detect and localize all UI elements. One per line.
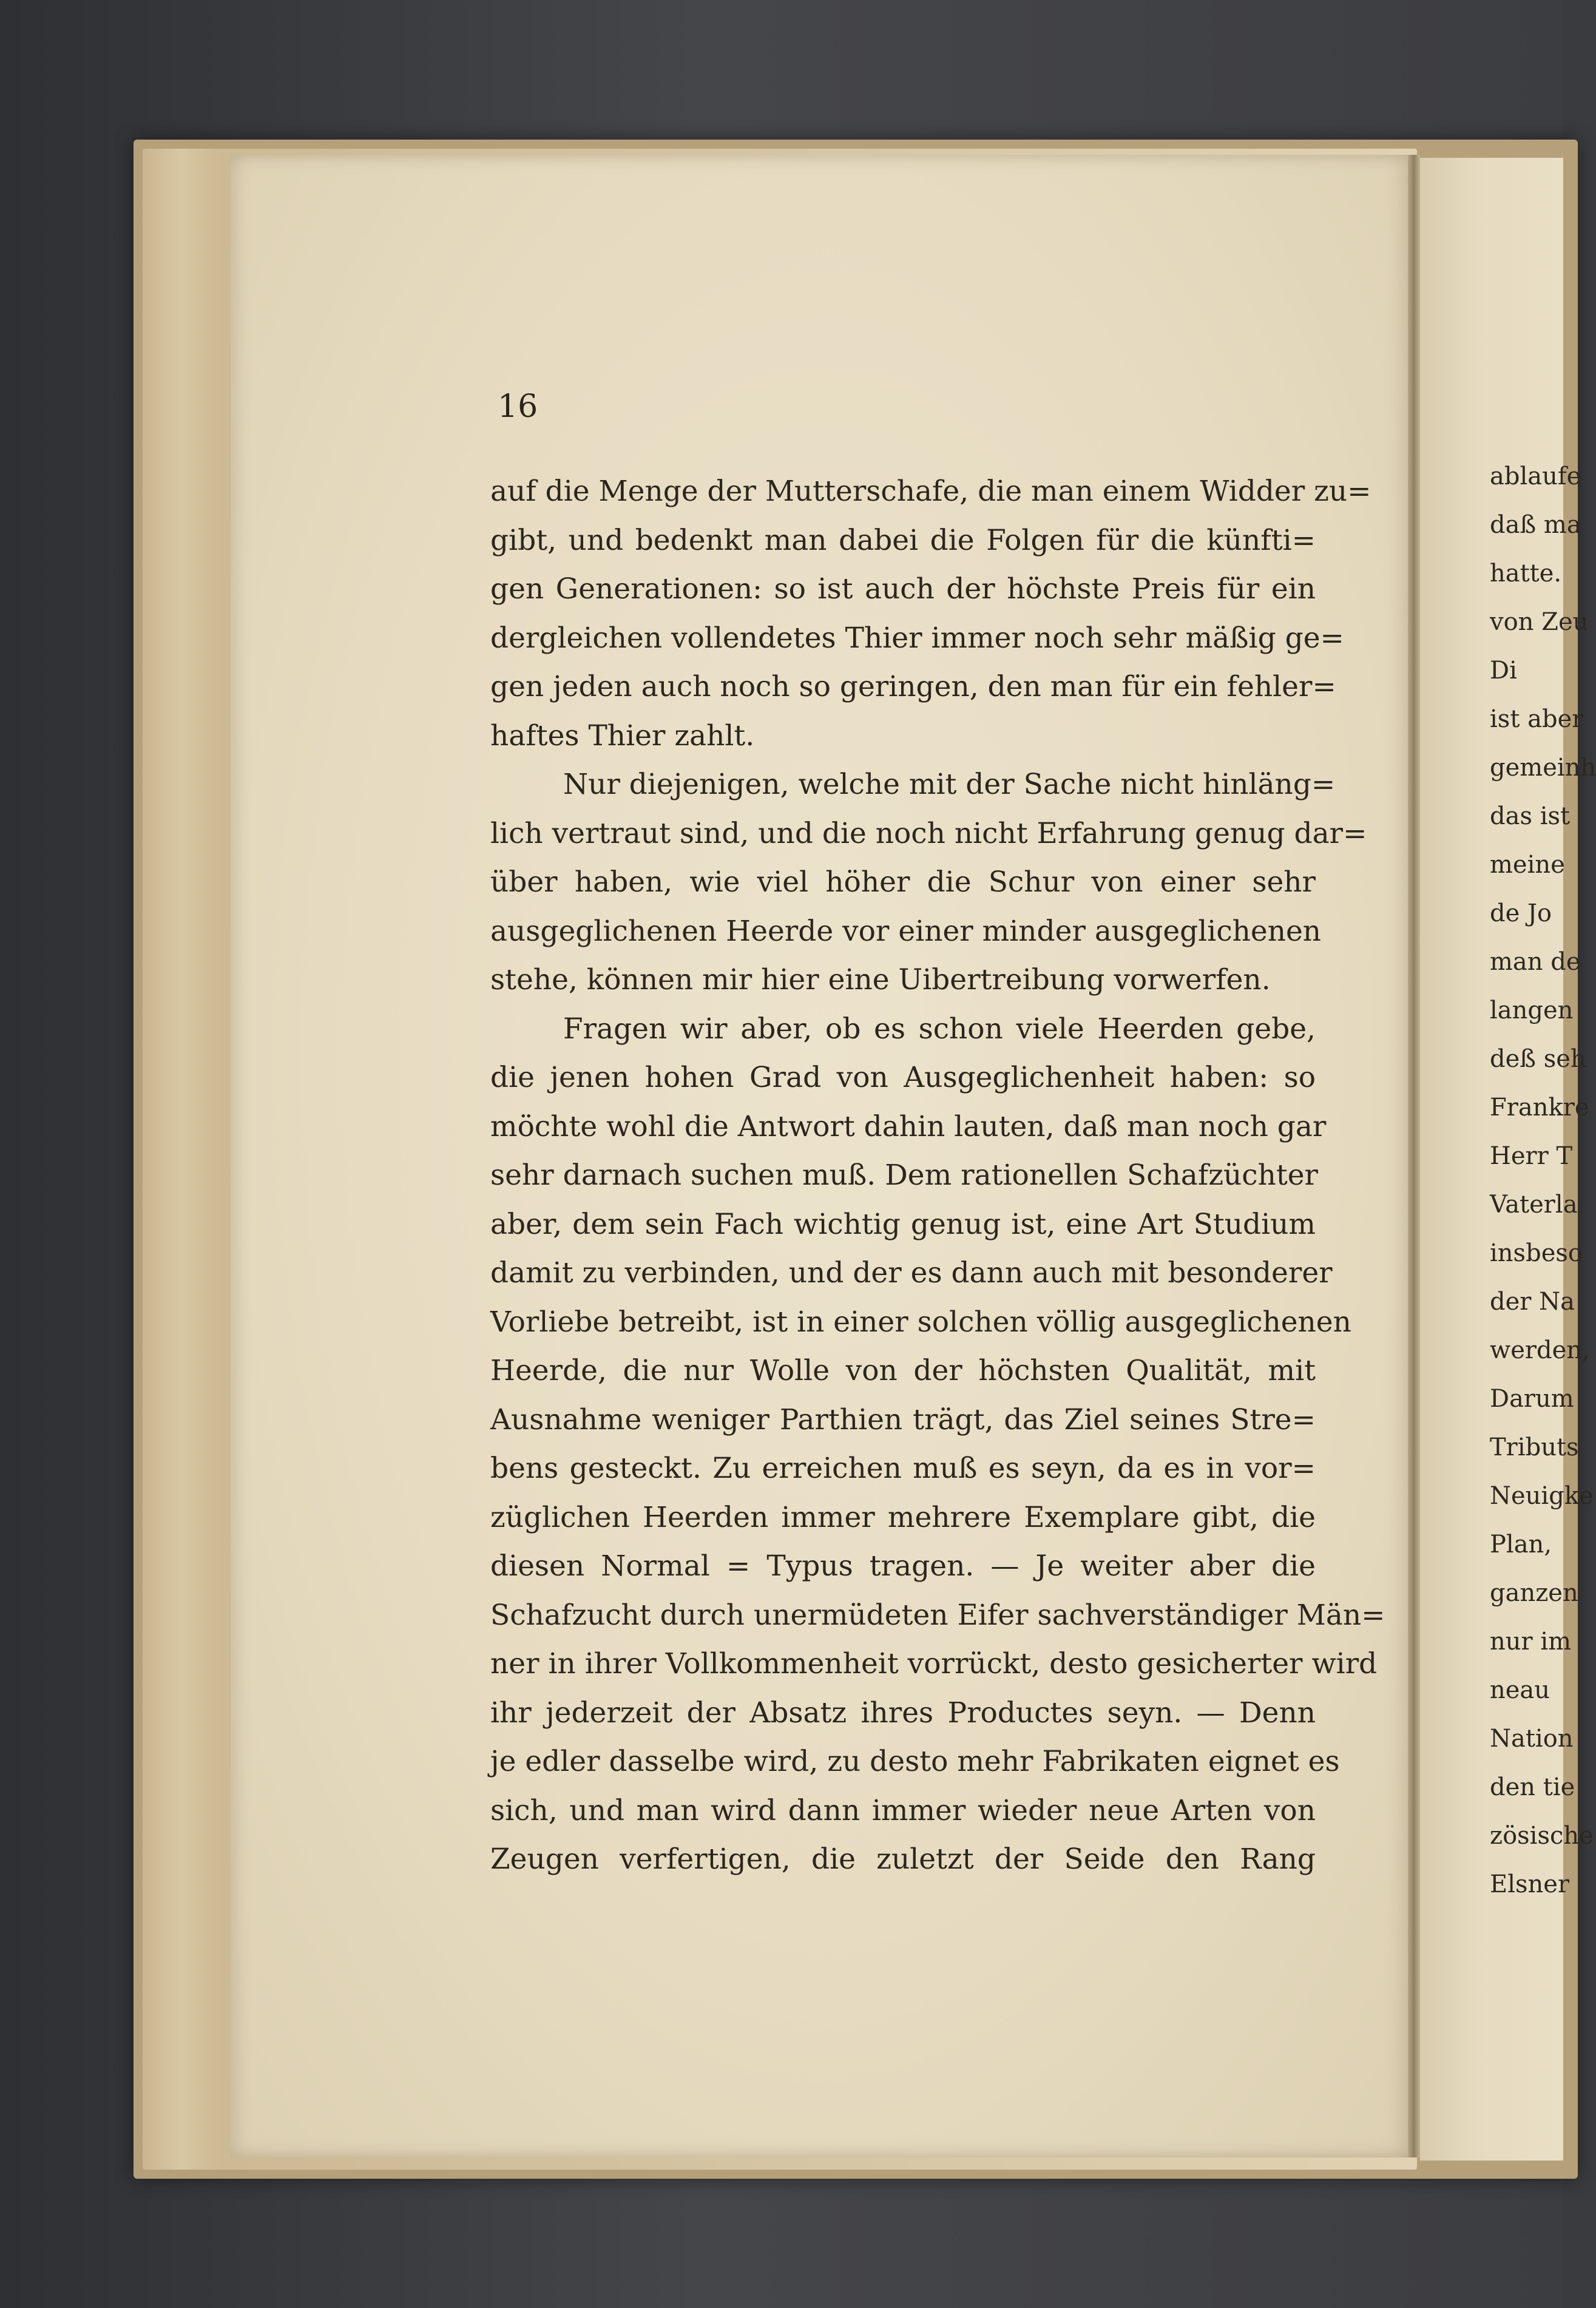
facing-text-line: Plan,	[1490, 1531, 1552, 1558]
text-line: je edler dasselbe wird, zu desto mehr Fabrikaten eignet es	[490, 1745, 1340, 1778]
text-line: gen jeden auch noch so geringen, den man für ein fehler=	[490, 670, 1336, 703]
text-line: Heerde, die nur Wolle von der höchsten Qualität, mit	[490, 1354, 1316, 1387]
text-line: züglichen Heerden immer mehrere Exemplare gibt, die	[490, 1500, 1316, 1534]
facing-text-line: Tributs	[1490, 1433, 1579, 1461]
text-line: dergleichen vollendetes Thier immer noch sehr mäßig ge=	[490, 621, 1344, 655]
facing-text-line: Di	[1490, 657, 1517, 685]
facing-text-line: ganzen	[1490, 1579, 1578, 1607]
text-line: Zeugen verfertigen, die zuletzt der Seide den Rang	[490, 1843, 1316, 1876]
facing-page-text	[1490, 452, 1596, 1909]
text-line: lich vertraut sind, und die noch nicht Erfahrung genug dar=	[490, 816, 1367, 850]
text-line: sich, und man wird dann immer wieder neue Arten von	[490, 1793, 1316, 1827]
text-line: Vorliebe betreibt, ist in einer solchen völlig ausgeglichenen	[490, 1305, 1351, 1339]
facing-text-line: deß seh	[1490, 1045, 1586, 1073]
facing-text-line: hatte.	[1490, 560, 1562, 587]
facing-text-line: langen	[1490, 997, 1574, 1024]
text-line: ausgeglichenen Heerde vor einer minder ausgeglichenen	[490, 914, 1322, 948]
facing-text-line: man de	[1490, 948, 1581, 976]
text-line: ihr jederzeit der Absatz ihres Productes seyn. — Denn	[490, 1696, 1316, 1730]
text-line: stehe, können mir hier eine Uibertreibung vorwerfen.	[490, 963, 1271, 997]
text-line: diesen Normal = Typus tragen. — Je weiter aber die	[490, 1549, 1316, 1583]
facing-text-line: den tie	[1490, 1773, 1575, 1801]
facing-text-line: von Zeu	[1490, 608, 1589, 636]
book-gutter	[1408, 155, 1420, 2157]
text-line: Nur diejenigen, welche mit der Sache nicht hinläng=	[563, 768, 1336, 801]
facing-text-line: gemeinh	[1490, 754, 1596, 782]
text-line: auf die Menge der Mutterschafe, die man einem Widder zu=	[490, 475, 1371, 508]
text-line: aber, dem sein Fach wichtig genug ist, eine Art Studium	[490, 1207, 1316, 1241]
text-line: möchte wohl die Antwort dahin lauten, daß man noch gar	[490, 1109, 1327, 1143]
facing-text-line: ablaufe	[1490, 462, 1581, 490]
text-line: haftes Thier zahlt.	[490, 719, 755, 753]
text-line: gibt, und bedenkt man dabei die Folgen für die künfti=	[490, 523, 1316, 557]
facing-text-line: insbeso	[1490, 1239, 1583, 1267]
text-line: Schafzucht durch unermüdeten Eifer sachverständiger Män=	[490, 1598, 1385, 1632]
text-line: Fragen wir aber, ob es schon viele Heerden gebe,	[563, 1012, 1316, 1046]
facing-text-line: werden,	[1490, 1336, 1590, 1364]
text-line: die jenen hohen Grad von Ausgeglichenheit haben: so	[490, 1061, 1316, 1094]
facing-text-line: meine	[1490, 851, 1565, 879]
text-line: sehr darnach suchen muß. Dem rationellen Schafzüchter	[490, 1159, 1319, 1192]
text-line: damit zu verbinden, und der es dann auch mit besonderer	[490, 1256, 1333, 1290]
facing-text-line: Vaterla	[1490, 1191, 1578, 1219]
facing-text-line: Elsner	[1490, 1870, 1570, 1898]
facing-text-line: Nation	[1490, 1725, 1574, 1753]
text-line: bens gesteckt. Zu erreichen muß es seyn, da es in vor=	[490, 1452, 1316, 1485]
facing-text-line: Herr T	[1490, 1142, 1573, 1170]
facing-text-line: Darum	[1490, 1385, 1574, 1413]
facing-text-line: neau	[1490, 1676, 1550, 1704]
facing-text-line: der Na	[1490, 1288, 1575, 1316]
facing-text-line: nur im	[1490, 1628, 1572, 1656]
facing-text-line: Frankre	[1490, 1094, 1589, 1122]
facing-text-line: zösische	[1490, 1822, 1594, 1850]
text-line: gen Generationen: so ist auch der höchste Preis für ein	[490, 572, 1316, 606]
facing-text-line: ist aber	[1490, 705, 1584, 733]
facing-text-line: de Jo	[1490, 899, 1552, 927]
facing-text-line: daß ma	[1490, 511, 1581, 539]
page-number: 16	[498, 388, 538, 425]
facing-text-line: Neuigke	[1490, 1482, 1594, 1510]
text-line: Ausnahme weniger Parthien trägt, das Ziel seines Stre=	[490, 1403, 1316, 1437]
text-line: ner in ihrer Vollkommenheit vorrückt, desto gesicherter wird	[490, 1647, 1378, 1680]
page-body-text	[490, 467, 1385, 1884]
facing-text-line: das ist	[1490, 802, 1571, 830]
text-line: über haben, wie viel höher die Schur von einer sehr	[490, 865, 1316, 899]
